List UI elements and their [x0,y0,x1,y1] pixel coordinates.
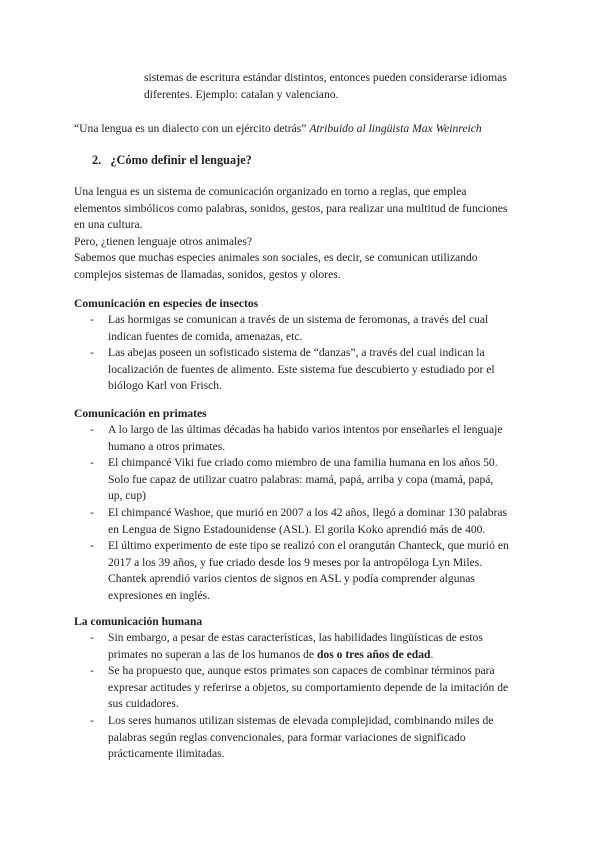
quote [74,121,482,138]
list-item-line [108,647,483,664]
list-item-line: A lo largo de las últimas décadas ha habido varios intentos por enseñarles el lenguaje [108,423,503,436]
bullet: - [90,456,94,469]
primates-list [0,422,600,604]
bullet: - [90,664,94,677]
list-item [0,422,600,455]
list-item-line: Las abejas poseen un sofisticado sistema de “danzas”, a través del cual indican la [108,346,485,359]
paragraph-line: sistemas de escritura estándar distintos, entonces pueden considerarse idiomas [144,71,507,84]
list-item-line: El chimpancé Washoe, que murió en 2007 a los 42 años, llegó a dominar 130 palabras [108,506,508,519]
list-item [0,345,600,395]
list-item [0,312,600,345]
list-item-line: Se ha propuesto que, aunque estos primates son capaces de combinar términos para [108,664,495,677]
list-item-line: 2017 a los 39 años, y fue criado desde los 9 meses por la antropóloga Lyn Miles. [108,555,483,569]
insect-list [0,312,600,395]
quote-text: “Una lengua es un dialecto con un ejército detrás” [74,122,307,135]
bullet: - [90,539,94,552]
list-item-line: El último experimento de este tipo se realizó con el orangután Chanteck, que murió en [108,539,509,552]
list-item-line: localización de fuentes de alimento. Este sistema fue descubierto y estudiado por el [108,362,495,376]
list-item-line: El chimpancé Viki fue criado como miembro de una familia humana en los años 50. [108,456,498,469]
list-item-line: indican fuentes de comida, amenazas, etc. [108,329,303,343]
list-item-line: up, cup) [108,489,146,502]
human-list [0,630,600,763]
bullet: - [90,506,94,519]
list-item [0,455,600,505]
bullet: - [90,346,94,359]
intro-paragraph [74,184,507,283]
paragraph-line: en una cultura. [74,218,143,231]
list-item-text: . [430,647,434,661]
bullet: - [90,631,94,644]
human-section-title: La comunicación humana [74,615,203,628]
list-item-line: Las hormigas se comunican a través de un sistema de feromonas, a través del cual [108,313,489,326]
list-item [0,663,600,713]
bullet: - [90,714,94,727]
continued-paragraph [144,70,507,103]
primates-section-title: Comunicación en primates [74,407,207,420]
list-item-line: sus cuidadores. [108,697,179,710]
list-item-line: biólogo Karl von Frisch. [108,379,222,392]
list-item-line: Los seres humanos utilizan sistemas de elevada complejidad, combinando miles de [108,714,494,727]
bullet: - [90,313,94,326]
paragraph-line: Sabemos que muchas especies animales son sociales, es decir, se comunican utilizando [74,251,478,264]
section-heading [92,152,252,169]
list-item-line: Chantek aprendió varios cientos de signos en ASL y podía comprender algunas [108,572,475,585]
list-item-line: expresiones en inglés. [108,588,211,602]
heading-title: ¿Cómo definir el lenguaje? [110,153,252,167]
emphasis-text: dos o tres años de edad [316,647,431,661]
bullet: - [90,423,94,436]
list-item [0,713,600,763]
list-item-line: Solo fue capaz de utilizar cuatro palabras: mamá, papá, arriba y copa (mamá, papá, [108,472,494,486]
list-item-line: Sin embargo, a pesar de estas características, las habilidades lingüísticas de estos [108,631,483,644]
list-item-line: prácticamente ilimitadas. [108,747,225,760]
paragraph-line: complejos sistemas de llamadas, sonidos, gestos y olores. [74,267,341,281]
list-item-line: humano a otros primates. [108,439,226,453]
list-item-line: palabras según reglas convencionales, para formar variaciones de significado [108,730,466,744]
paragraph-line: Pero, ¿tienen lenguaje otros animales? [74,234,253,248]
paragraph-line: Una lengua es un sistema de comunicación organizado en torno a reglas, que emplea [74,185,467,198]
heading-number: 2. [92,153,102,167]
list-item [0,630,600,663]
list-item-line: expresar actitudes y referirse a objetos, su comportamiento depende de la imitación de [108,680,509,694]
paragraph-line: diferentes. Ejemplo: catalan y valenciano. [144,87,339,101]
insect-section-title: Comunicación en especies de insectos [74,297,259,310]
list-item [0,505,600,538]
list-item-text: primates no superan a las de los humanos de [108,647,317,661]
list-item-line: en Lengua de Signo Estadounidense (ASL). El gorila Koko aprendió más de 400. [108,522,486,536]
list-item [0,538,600,604]
quote-attribution: Atribuido al lingüista Max Weinreich [309,122,482,135]
paragraph-line: elementos simbólicos como palabras, sonidos, gestos, para realizar una multitud de funciones [74,201,508,215]
